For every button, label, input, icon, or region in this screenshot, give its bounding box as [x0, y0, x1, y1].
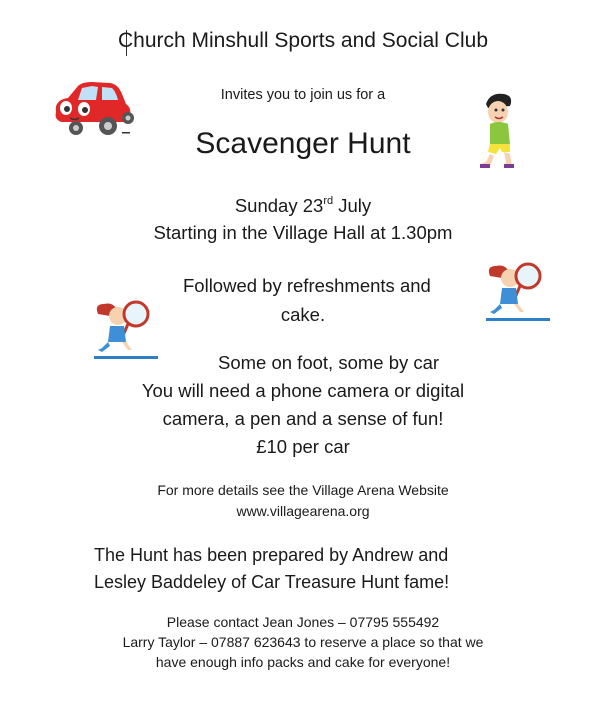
club-name: Church Minshull Sports and Social Club	[117, 29, 488, 52]
event-date	[0, 195, 606, 217]
organizer-line-2: Lesley Baddeley of Car Treasure Hunt fame!	[94, 572, 450, 592]
date-ordinal: rd	[323, 195, 334, 207]
contact-line-3: have enough info packs and cake for everyone!	[155, 654, 451, 670]
invite-line: Invites you to join us for a	[220, 87, 386, 103]
contact-line-1: Please contact Jean Jones – 07795 555492	[166, 614, 440, 630]
requirements-line-2: camera, a pen and a sense of fun!	[162, 408, 444, 429]
refreshments-line-1: Followed by refreshments and	[183, 275, 431, 296]
organizer-line-1: The Hunt has been prepared by Andrew and	[94, 545, 449, 565]
requirements-line-1: You will need a phone camera or digital	[141, 380, 465, 401]
more-details-line: For more details see the Village Arena Website	[157, 482, 449, 498]
contact-line-2: Larry Taylor – 07887 623643 to reserve a place so that we	[122, 634, 484, 650]
event-title: Scavenger Hunt	[195, 127, 411, 160]
website-link[interactable]: www.villagearena.org	[236, 503, 370, 519]
start-time: Starting in the Village Hall at 1.30pm	[153, 222, 453, 243]
refreshments-line-2: cake.	[280, 304, 326, 325]
date-day: Sunday 23	[234, 195, 324, 216]
price: £10 per car	[256, 436, 350, 457]
foot-car-line: Some on foot, some by car	[218, 352, 440, 373]
date-month: July	[333, 195, 372, 216]
girl-magnifier-icon-left	[92, 296, 162, 362]
